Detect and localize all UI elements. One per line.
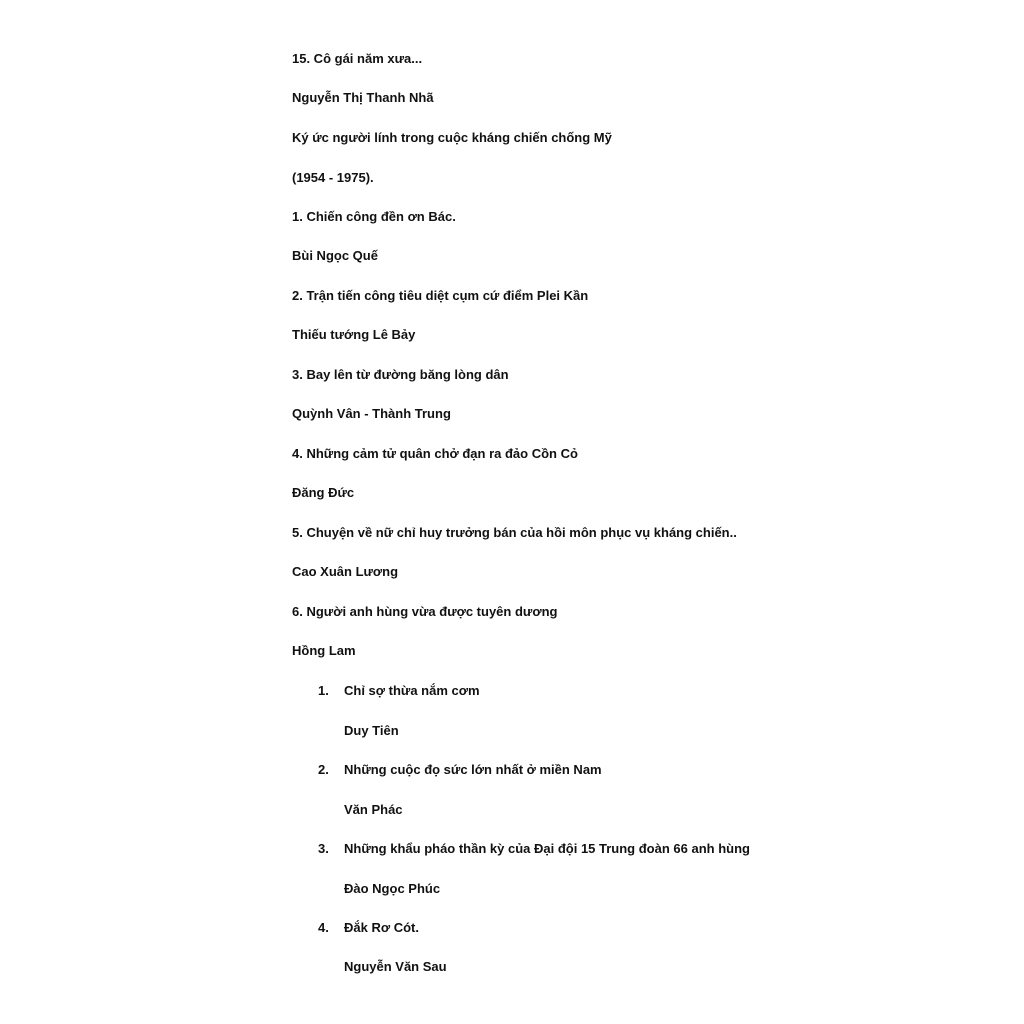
entry-title: 2. Trận tiến công tiêu diệt cụm cứ điểm Plei Kần — [292, 288, 589, 303]
list-number: 4. — [318, 920, 329, 935]
entry-title: 1. Chiến công đền ơn Bác. — [292, 209, 456, 224]
entry-author: Thiếu tướng Lê Bảy — [292, 327, 416, 342]
entry-title: 5. Chuyện về nữ chỉ huy trưởng bán của hồi môn phục vụ kháng chiến.. — [292, 525, 737, 540]
entry-author: Hồng Lam — [292, 643, 356, 658]
entry-title: 6. Người anh hùng vừa được tuyên dương — [292, 604, 558, 619]
list-item-author: Duy Tiên — [344, 723, 399, 738]
list-item-title: Chỉ sợ thừa nắm cơm — [344, 683, 480, 698]
entry-author: Bùi Ngọc Quế — [292, 248, 378, 263]
list-item-author: Văn Phác — [344, 802, 403, 817]
section-years: (1954 - 1975). — [292, 170, 374, 185]
section-heading: Ký ức người lính trong cuộc kháng chiến chống Mỹ — [292, 130, 612, 145]
list-item-title: Những khẩu pháo thần kỳ của Đại đội 15 Trung đoàn 66 anh hùng — [344, 841, 750, 856]
list-number: 3. — [318, 841, 329, 856]
list-item-author: Nguyễn Văn Sau — [344, 959, 447, 974]
intro-title: 15. Cô gái năm xưa... — [292, 51, 423, 66]
intro-author: Nguyễn Thị Thanh Nhã — [292, 90, 434, 105]
entry-author: Cao Xuân Lương — [292, 564, 399, 579]
entry-author: Quỳnh Vân - Thành Trung — [292, 406, 451, 421]
list-number: 2. — [318, 762, 329, 777]
list-number: 1. — [318, 683, 329, 698]
list-item-title: Những cuộc đọ sức lớn nhất ở miền Nam — [344, 762, 602, 777]
list-item-author: Đào Ngọc Phúc — [344, 881, 441, 896]
entry-title: 3. Bay lên từ đường băng lòng dân — [292, 367, 509, 382]
entry-author: Đăng Đức — [292, 485, 355, 500]
list-item-title: Đắk Rơ Cót. — [344, 920, 419, 935]
entry-title: 4. Những cảm tử quân chở đạn ra đảo Cồn Cỏ — [292, 446, 578, 461]
